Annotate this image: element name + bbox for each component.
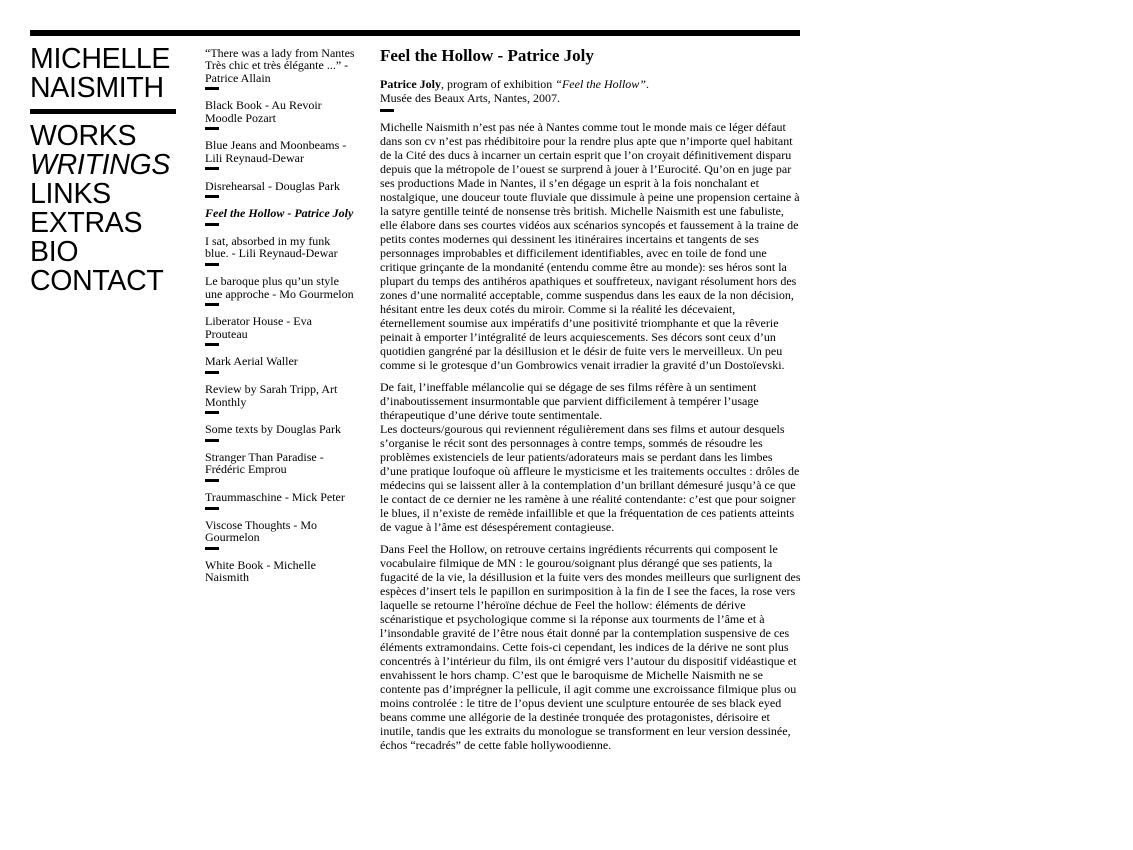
writing-item-label: “There was a lady from Nantes Très chic et très élégante ...” - Patrice Allain [205, 46, 355, 85]
writing-item[interactable] [205, 491, 355, 509]
divider-dash [380, 109, 394, 112]
writing-item[interactable] [205, 275, 355, 306]
nav-bio[interactable]: BIO [30, 236, 79, 268]
writing-item-active[interactable] [205, 207, 355, 225]
divider-dash [205, 507, 219, 510]
writing-item-label: Feel the Hollow - Patrice Joly [205, 206, 354, 221]
site-title-line1: MICHELLE [30, 43, 171, 75]
writing-item[interactable] [205, 235, 355, 266]
writing-item-label: Review by Sarah Tripp, Art Monthly [205, 382, 338, 409]
top-rule [30, 30, 800, 36]
article-paragraph-2: De fait, l’ineffable mélancolie qui se dégage de ses films réfère à un sentiment d’inaboutissement insurmontable que parvient difficilement à tempérer l’usage thérapeutique d’une dérive toute sentimentale. [380, 380, 759, 422]
nav-links[interactable]: LINKS [30, 178, 111, 210]
divider-dash [205, 127, 219, 130]
divider-dash [205, 439, 219, 442]
writing-item-label: Viscose Thoughts - Mo Gourmelon [205, 518, 318, 545]
nav-extras[interactable]: EXTRAS [30, 207, 143, 239]
credit-mid: , program of exhibition [440, 77, 556, 91]
writing-item[interactable] [205, 355, 355, 373]
writing-item-label: Traummaschine - Mick Peter [205, 490, 345, 505]
article-title: Feel the Hollow - Patrice Joly [380, 46, 594, 65]
article-credit [380, 77, 802, 105]
divider-dash [205, 87, 219, 90]
divider-dash [205, 371, 219, 374]
writing-item-label: Mark Aerial Waller [205, 354, 298, 369]
writing-item-label: Black Book - Au Revoir Moodle Pozart [205, 98, 322, 125]
writing-item[interactable] [205, 315, 355, 346]
nav-writings[interactable]: WRITINGS [30, 149, 171, 181]
article [380, 46, 802, 752]
credit-work: “Feel the Hollow” [555, 77, 646, 91]
article-paragraph-3: Les docteurs/gourous qui reviennent régulièrement dans ses films et autour desquels s’organise le récit sont des personnages à contre temps, sommés de résoudre les problèmes existenciels de leur patients/adorateurs mais se perdant dans les limbes d’une pratique loufoque où affleure le mysticisme et les traitements occultes : drôles de médecins qui se laissent aller à la contemplation d’un brillant démesuré jusqu’à ce que le contact de ce dernier ne les ramène à une réalité contendante: c’est que pour soigner le blues, il n’existe de remède infaillible et que la fréquentation de ces patients atteints de vague à l’âme est désespérement contagieuse. [380, 422, 800, 534]
writing-item[interactable] [205, 559, 355, 584]
writing-item[interactable] [205, 519, 355, 550]
nav-contact[interactable]: CONTACT [30, 265, 164, 297]
writing-item[interactable] [205, 47, 355, 90]
writing-item[interactable] [205, 99, 355, 130]
divider-dash [205, 411, 219, 414]
site-title[interactable] [30, 45, 178, 103]
writing-item-label: Le baroque plus qu’un style une approche - Mo Gourmelon [205, 274, 354, 301]
article-paragraph-1: Michelle Naismith n’est pas née à Nantes comme tout le monde mais ce léger défaut dans son cv n’est pas rhédibitoire pour la rendre plus apte que n’importe quel habitant de la Cité des ducs à incarner un certain esprit que l’on croyait définitivement disparu depuis que la métropole de l’ouest se surprend à jouer à l’Eurocité. Qu’on en juge par ses productions Made in Nantes, il s’en dégage un esprit à la fois nonchalant et nostalgique, une douceur toute fluviale que dissimule à peine une propension certaine à la satyre gentille teinté de nonsense très british. Michelle Naismith est une fabuliste, elle élabore dans ses courtes vidéos aux scénarios syncopés et faussement à la traine de petits contes modernes qui dessinent les itinéraires incertains et tangents de ses personnages improbables et difficilement identifiables, avec en toile de fond une critique grinçante de la mondanité (entendu comme être au monde): ses héros sont la plupart du temps des antihéros apathiques et souffreteux, navigant résolument hors des zones d’une normalité acceptable, comme suspendus dans les eaux de la non décision, hésitant entre les deux cotés du miroir. Comme si la réalité les décevaient, éternellement soumise aux impératifs d’une positivité triomphante et que la rêverie peinait à emporter l’intégralité de leurs acquiescements. Ses décors sont ceux d’un quotidien gangréné par la désillusion et le désir de fuite vers le merveilleux. Un peu comme si le grotesque d’un Gombrowics venait irradier la gravité d’un Dostoïevski. [380, 120, 800, 372]
writing-item[interactable] [205, 383, 355, 414]
writing-item[interactable] [205, 180, 355, 198]
writing-item[interactable] [205, 423, 355, 441]
writing-item-label: Disrehearsal - Douglas Park [205, 178, 340, 193]
divider-dash [205, 223, 219, 226]
divider-dash [205, 343, 219, 346]
writings-list [205, 47, 355, 593]
divider-dash [205, 303, 219, 306]
divider-dash [205, 479, 219, 482]
writing-item-label: Some texts by Douglas Park [205, 422, 341, 437]
writing-item-label: Blue Jeans and Moonbeams - Lili Reynaud-Dewar [205, 138, 347, 165]
nav-works[interactable]: WORKS [30, 120, 137, 152]
writing-item-label: White Book - Michelle Naismith [205, 558, 316, 585]
divider-dash [205, 263, 219, 266]
divider-dash [205, 547, 219, 550]
writing-item-label: Liberator House - Eva Prouteau [205, 314, 312, 341]
writing-item-label: Stranger Than Paradise - Frédéric Emprou [205, 450, 324, 477]
divider-dash [205, 167, 219, 170]
credit-author: Patrice Joly [380, 77, 441, 91]
credit-end: . [645, 77, 649, 91]
site-title-line2: NAISMITH [30, 72, 164, 104]
writing-item-label: I sat, absorbed in my funk blue. - Lili Reynaud-Dewar [205, 234, 338, 261]
main-nav [30, 122, 178, 296]
article-paragraph-4: Dans Feel the Hollow, on retrouve certains ingrédients récurrents qui composent le vocabulaire filmique de MN : le gourou/soignant plus dérangé que ses patients, la fugacité de la vie, la désillusion et la fuite vers des mondes meilleurs que surlignent des espèces d’insert tels le papillon en surimposition à la fin de I see the faces, la rose vers laquelle se retourne l’héroïne déchue de Feel the hollow: éléments de dérive scénaristique et psychologique comme si la réponse aux tourments de l’âme et à l’insondable gravité de l’être nous était donné par la contemplation suspensive de ces éléments extramondains. Cette fois-ci cependant, les indices de la dérive ne sont plus concentrés à l’intérieur du film, ils ont émigré vers l’autour du dispositif vidéastique et envahissent le hors champ. C’est que le baroquisme de Michelle Naismith ne se contente pas d’imprégner la pellicule, il agit comme une excroissance filmique plus ou moins controlée : le titre de l’opus devient une sculpture entourée de ses black eyed beans comme une allégorie de la destinée tronquée des protagonistes, dérisoire et inutile, tandis que les extraits du monologue se transforment en leur version dessinée, échos “recadrés” de cette fable hollywoodienne. [380, 542, 801, 752]
left-column [30, 45, 178, 296]
writing-item[interactable] [205, 451, 355, 482]
divider-dash [205, 195, 219, 198]
credit-venue: Musée des Beaux Arts, Nantes, 2007. [380, 91, 560, 105]
writing-item[interactable] [205, 139, 355, 170]
title-rule [30, 109, 176, 114]
